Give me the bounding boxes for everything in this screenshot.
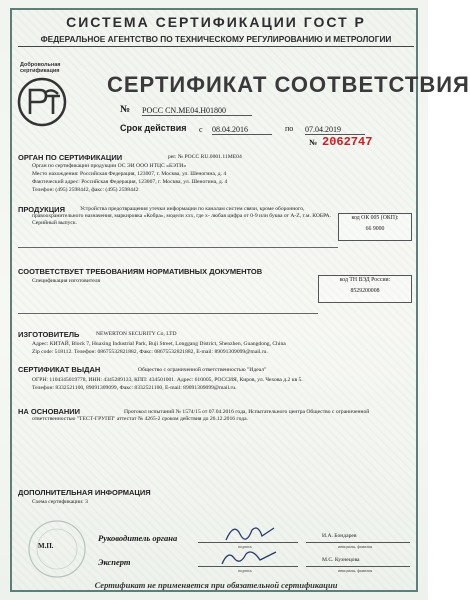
- certification-body-reg: рег. № РОСС RU.0001.11МЕ04: [168, 154, 242, 160]
- certification-body-name: Орган по сертификации продукции ОС ЭИ ООО НТЦС «БЭТИ»: [32, 163, 187, 169]
- requirements-text: Спецификация изготовителя: [32, 278, 101, 284]
- from-label: с: [199, 125, 203, 134]
- footer-note: Сертификат не применяется при обязательной сертификации: [94, 580, 338, 590]
- tnved-code-value: 8529200008: [350, 288, 380, 294]
- to-label: по: [285, 124, 294, 133]
- manufacturer-heading: ИЗГОТОВИТЕЛЬ: [18, 330, 80, 339]
- expert-name: М.С. Кузнецова: [322, 557, 360, 563]
- certification-body-phone: Телефон: (495) 2598442, факс: (495) 2598442: [32, 187, 139, 193]
- issued-to-details: ОГРН: 1104345019778, ИНН: 4345289133, КПП: 434501001. Адрес: 610005, РОССИЯ, Киров, ул. Чехова д.2 кв 5.: [32, 377, 303, 383]
- seal-label: М.П.: [38, 542, 54, 550]
- head-signature-hint: подпись: [238, 544, 252, 549]
- manufacturer-address: Адрес: КИТАЙ, Block 7, Huaxing Industrial Park, Buji Street, Longgang District, Shenzhen, Guangdong, China: [32, 341, 286, 347]
- expert-label: Эксперт: [98, 557, 131, 567]
- okp-code-label: код ОК 005 (ОКП):: [351, 215, 399, 221]
- requirements-rule: [18, 313, 318, 314]
- tnved-code-box: [318, 275, 412, 303]
- issued-to-heading: СЕРТИФИКАТ ВЫДАН: [18, 365, 101, 374]
- head-signature-icon: [222, 520, 282, 546]
- basis-heading: НА ОСНОВАНИИ: [18, 407, 81, 416]
- head-name: И.А. Бондарев: [322, 533, 357, 539]
- certificate-frame: [10, 8, 470, 592]
- okp-code-box: [338, 213, 412, 241]
- expert-name-hint: инициалы, фамилия: [338, 568, 373, 573]
- additional-info-heading: ДОПОЛНИТЕЛЬНАЯ ИНФОРМАЦИЯ: [18, 488, 151, 497]
- tnved-code-label: код ТН ВЭД России:: [339, 277, 391, 283]
- head-label: Руководитель органа: [98, 533, 178, 543]
- issued-to-contacts: Телефон: 8332521100, 89091309099, Факс: 8332521100, E-mail: 89091309099@mail.ru.: [32, 385, 237, 391]
- head-name-hint: инициалы, фамилия: [338, 544, 373, 549]
- certificate-title: СЕРТИФИКАТ СООТВЕТСТВИЯ: [107, 72, 470, 97]
- certificate-number: РОСС CN.ME04.H01800: [142, 106, 252, 116]
- issued-to-name: Общество с ограниченной ответственностью "Идеал": [138, 367, 267, 373]
- date-to: 07.04.2019: [305, 125, 365, 135]
- date-from: 08.04.2016: [212, 125, 272, 135]
- manufacturer-contacts: Zip code: 518112. Телефон: 08675532821882, Факс: 08675532821882, E-mail: 89091309099@mail.ru.: [32, 349, 268, 355]
- certification-scheme: Схема сертификации: 3: [32, 499, 88, 505]
- number-label: №: [120, 104, 131, 115]
- okp-code-value: 66 9000: [365, 226, 385, 232]
- agency-name: ФЕДЕРАЛЬНОЕ АГЕНТСТВО ПО ТЕХНИЧЕСКОМУ РЕГУЛИРОВАНИЮ И МЕТРОЛОГИИ: [40, 34, 392, 44]
- product-description-text: Устройства предотвращения утечки информации по каналам систем связи, кроме оборонного, правоохранительного назначения, маркировка «Кобра», модели ххх, где х- любая цифра от 0-9 или буква от A-Z, т.м. КОБРА. Серийный выпуск.: [32, 206, 331, 227]
- product-description: [32, 206, 332, 228]
- product-heading: ПРОДУКЦИЯ: [18, 205, 65, 214]
- expert-signature-icon: [218, 546, 282, 570]
- system-title: СИСТЕМА СЕРТИФИКАЦИИ ГОСТ Р: [66, 14, 366, 30]
- head-name-line: [306, 542, 410, 543]
- serial-number-label: №: [309, 138, 318, 147]
- rst-logo-icon: [16, 74, 68, 130]
- seal-icon: [26, 518, 88, 580]
- serial-number: 2062747: [322, 135, 373, 149]
- header-rule: [18, 46, 414, 47]
- certification-body-actual-address: Фактический адрес: Российская Федерация, 123007, г. Москва, ул. Шеногина, д. 4: [32, 179, 228, 185]
- basis-text: [32, 409, 404, 423]
- certification-body-location: Место нахождения: Российская Федерация, 123007, г. Москва, ул. Шеногина, д. 4: [32, 171, 227, 177]
- expert-signature-hint: подпись: [238, 568, 252, 573]
- manufacturer-name: NEWERTON SECURITY Co, LTD: [96, 331, 177, 337]
- certification-body-heading: ОРГАН ПО СЕРТИФИКАЦИИ: [18, 153, 123, 162]
- basis-text-content: Протокол испытаний № 1574/15 от 07.04.2016 года, Испытательного центра Общество с ограниченной ответственностью "ТЕСТ-ГРУПП" аттестат № 4265-2 сроком действия до 26.12.2016 года.: [32, 409, 370, 423]
- product-rule: [18, 247, 338, 248]
- logo-caption: Добровольная сертификация: [20, 62, 61, 74]
- requirements-heading: СООТВЕТСТВУЕТ ТРЕБОВАНИЯМ НОРМАТИВНЫХ ДОКУМЕНТОВ: [18, 267, 263, 276]
- expert-name-line: [306, 566, 410, 567]
- validity-label: Срок действия: [120, 123, 187, 133]
